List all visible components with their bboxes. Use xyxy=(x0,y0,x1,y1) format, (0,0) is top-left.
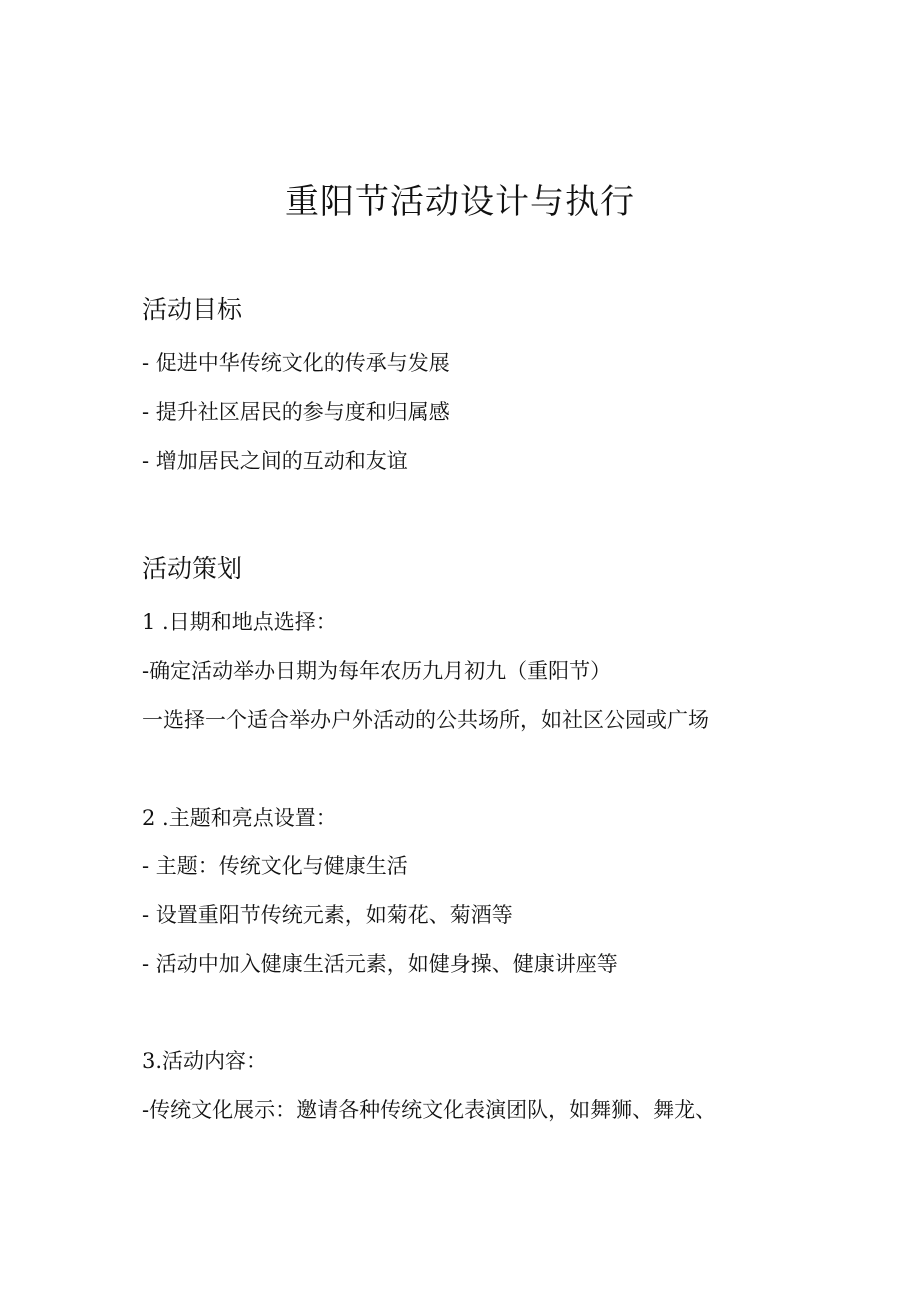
planning-item: - 活动中加入健康生活元素，如健身操、健康讲座等 xyxy=(142,952,618,976)
planning-item: - 设置重阳节传统元素，如菊花、菊酒等 xyxy=(142,903,513,927)
document-title: 重阳节活动设计与执行 xyxy=(285,182,635,222)
planning-item: -确定活动举办日期为每年农历九月初九（重阳节） xyxy=(142,659,612,683)
goal-item: - 促进中华传统文化的传承与发展 xyxy=(142,351,450,375)
section-heading-goals: 活动目标 xyxy=(142,295,243,324)
goal-item: - 增加居民之间的互动和友谊 xyxy=(142,449,408,473)
goal-item: - 提升社区居民的参与度和归属感 xyxy=(142,400,450,424)
planning-part-label: 3.活动内容： xyxy=(142,1049,268,1073)
section-heading-planning: 活动策划 xyxy=(142,554,243,583)
planning-item: -传统文化展示：邀请各种传统文化表演团队，如舞狮、舞龙、 xyxy=(142,1098,717,1122)
planning-part-label: 1 .日期和地点选择： xyxy=(142,610,337,634)
planning-item: 一选择一个适合举办户外活动的公共场所，如社区公园或广场 xyxy=(142,708,709,732)
planning-part-label: 2 .主题和亮点设置： xyxy=(142,806,337,830)
planning-item: - 主题：传统文化与健康生活 xyxy=(142,854,408,878)
